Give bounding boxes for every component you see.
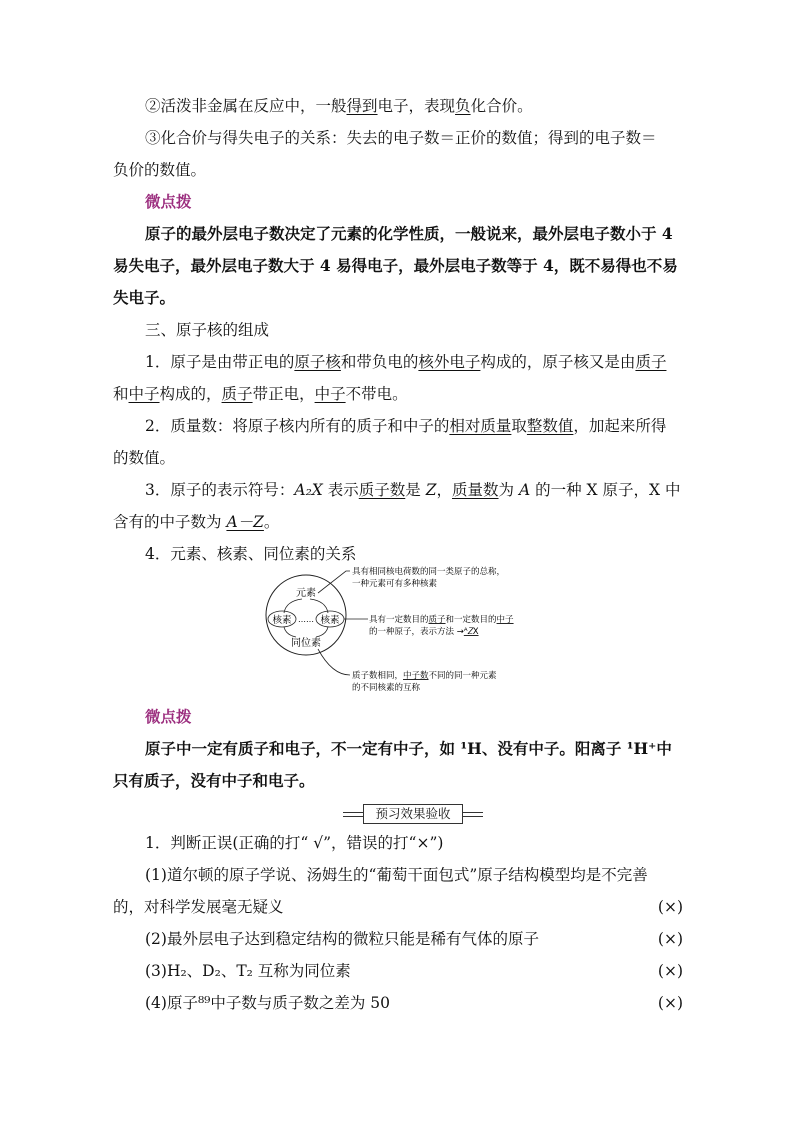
answer-mark: (×): [657, 994, 683, 1012]
exercise-item-3: (3)H₂、D₂、T₂ 互称为同位素 (×): [145, 955, 683, 987]
tip-heading: 微点拨: [145, 707, 192, 726]
callout-line-3: [318, 649, 350, 675]
item-2-line: 2．质量数：将原子核内所有的质子和中子的相对质量取整数值，加起来所得: [145, 417, 667, 435]
underlined-term: 整数值: [526, 417, 574, 435]
item-1-line: 和中子构成的，质子带正电，中子不带电。: [113, 385, 408, 403]
tip-text-line: 原子中一定有质子和电子，不一定有中子，如 ¹H、没有中子。阳离子 ¹H⁺中: [145, 739, 672, 758]
tip-text-line: 只有质子，没有中子和电子。: [113, 771, 315, 790]
tip-heading: 微点拨: [145, 192, 192, 211]
item-3-line: 3．原子的表示符号：A₂X 表示质子数是 Z，质量数为 A 的一种 X 原子，X 中: [145, 481, 681, 499]
exercise-item-4: (4)原子⁸⁹中子数与质子数之差为 50 (×): [145, 987, 683, 1019]
item-3-line: 含有的中子数为 A－Z。: [113, 513, 280, 531]
underlined-term: 质子: [635, 353, 667, 371]
exercise-prompt: 1．判断正误(正确的打“ √”，错误的打“×”): [145, 834, 444, 852]
tip-text-line: 失电子。: [113, 288, 176, 307]
underlined-term: 原子核: [294, 353, 341, 371]
exercise-item-1: (1)道尔顿的原子学说、汤姆生的“葡萄干面包式”原子结构模型均是不完善: [145, 866, 648, 884]
section-heading: 三、原子核的组成: [145, 321, 270, 339]
tip-text-line: 易失电子，最外层电子数大于 4 易得电子，最外层电子数等于 4，既不易得也不易: [113, 256, 678, 275]
underlined-term: 核外电子: [418, 353, 481, 371]
underlined-term: 负: [455, 97, 471, 115]
arc-bottom-right: [316, 627, 328, 637]
underlined-term: 质子: [221, 385, 253, 403]
answer-mark: (×): [657, 930, 683, 948]
element-nuclide-isotope-diagram: [262, 563, 582, 703]
isotope-label: 同位素: [291, 638, 321, 649]
nuclide-symbol: A₂X: [294, 481, 323, 499]
arc-left: [284, 599, 302, 613]
nuclide-label-left: 核素: [272, 615, 292, 626]
underlined-term: 中子: [128, 385, 160, 403]
callout-1-line-a: 具有相同核电荷数的同一类原子的总称，: [352, 567, 506, 577]
answer-mark: (×): [657, 962, 683, 980]
underlined-term: 相对质量: [449, 417, 512, 435]
answer-mark: (×): [657, 898, 683, 916]
item-2-line: 的数值。: [113, 449, 176, 467]
item-4-line: 4．元素、核素、同位素的关系: [145, 545, 357, 563]
underlined-term: 中子: [314, 385, 346, 403]
underlined-term: 得到: [346, 97, 378, 115]
exercise-item-2: (2)最外层电子达到稳定结构的微粒只能是稀有气体的原子 (×): [145, 923, 683, 955]
callout-line-1: [318, 571, 350, 593]
line-valence-relation: ③化合价与得失电子的关系：失去的电子数＝正价的数值；得到的电子数＝: [145, 129, 657, 147]
item-1-line: 1．原子是由带正电的原子核和带负电的核外电子构成的，原子核又是由质子: [145, 353, 667, 371]
callout-3-line-a: 质子数相同，中子数不同的同一种元素: [352, 671, 497, 681]
underlined-term: 质子数: [358, 481, 406, 499]
dots-label: ……: [298, 615, 314, 624]
line-valence-relation-cont: 负价的数值。: [113, 161, 207, 179]
tip-text-line: 原子的最外层电子数决定了元素的化学性质，一般说来，最外层电子数小于 4: [145, 224, 673, 243]
callout-2-line-b: 的一种原子，表示方法 →ᴬ𝑍X: [369, 627, 479, 637]
underlined-term: A－Z: [226, 513, 264, 531]
callout-3-line-b: 的不同核素的互称: [352, 683, 421, 693]
line-nonmetal: ②活泼非金属在反应中，一般得到电子，表现负化合价。: [145, 97, 533, 115]
banner-label: 预习效果验收: [363, 804, 463, 824]
section-banner: [343, 804, 483, 822]
callout-1-line-b: 一种元素可有多种核素: [352, 579, 438, 589]
underlined-term: 质量数: [452, 481, 499, 499]
exercise-item-1-cont: 的，对科学发展毫无疑义 (×): [113, 891, 683, 923]
nuclide-label-right: 核素: [320, 615, 340, 626]
arc-bottom-left: [284, 627, 296, 637]
element-label: 元素: [296, 588, 316, 599]
arc-right: [310, 599, 328, 613]
callout-2-line-a: 具有一定数目的质子和一定数目的中子: [369, 615, 514, 625]
